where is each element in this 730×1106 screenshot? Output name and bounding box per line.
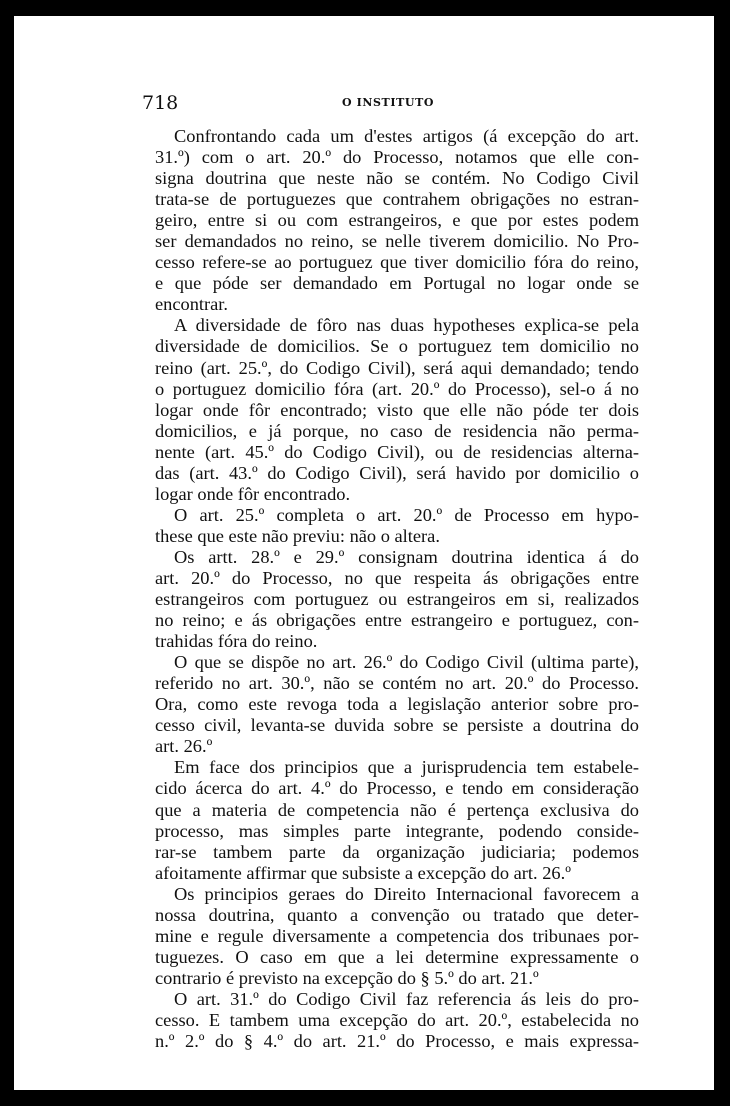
text-line: rar-se tambem parte da organização judiciaria; podemos: [155, 841, 639, 862]
text-line: signa doutrina que neste não se contém. No Codigo Civil: [155, 168, 639, 189]
text-line: cesso refere-se ao portuguez que tiver domicilio fóra do reino,: [155, 252, 639, 273]
text-line: cesso. E tambem uma excepção do art. 20.º, estabelecida no: [155, 1009, 639, 1030]
text-line: logar onde fôr encontrado; visto que elle não póde ter dois: [155, 399, 639, 420]
text-line: trahidas fóra do reino.: [155, 631, 318, 652]
text-line: encontrar.: [155, 294, 229, 315]
paragraph: [155, 884, 639, 989]
text-line: Os artt. 28.º e 29.º consignam doutrina identica á do: [174, 546, 639, 567]
paragraph: [155, 989, 639, 1052]
text-line: no reino; e ás obrigações entre estrangeiro e portuguez, con-: [155, 610, 639, 631]
text-line: processo, mas simples parte integrante, podendo conside-: [155, 820, 639, 841]
body-text: [155, 126, 639, 1052]
text-line: Ora, como este revoga toda a legislação anterior sobre pro-: [155, 694, 639, 715]
running-title: O INSTITUTO: [342, 96, 435, 109]
text-line: cido ácerca do art. 4.º do Processo, e tendo em consideração: [155, 778, 639, 799]
running-head: [142, 92, 640, 116]
paragraph: [155, 505, 639, 547]
text-line: geiro, entre si ou com estrangeiros, e que por estes podem: [155, 210, 639, 231]
text-line: nossa doutrina, quanto a convenção ou tratado que deter-: [155, 904, 639, 925]
text-line: reino (art. 25.º, do Codigo Civil), será aqui demandado; tendo: [155, 357, 639, 378]
text-line: ser demandados no reino, se nelle tiverem domicilio. No Pro-: [155, 231, 639, 252]
text-line: afoitamente affirmar que subsiste a excepção do art. 26.º: [155, 862, 571, 883]
text-line: O art. 25.º completa o art. 20.º de Processo em hypo-: [174, 504, 639, 525]
paragraph: [155, 652, 639, 757]
paragraph: [155, 315, 639, 504]
text-line: 31.º) com o art. 20.º do Processo, notamos que elle con-: [155, 147, 639, 168]
paragraph: [155, 757, 639, 883]
text-line: e que póde ser demandado em Portugal no logar onde se: [155, 273, 639, 294]
text-line: Os principios geraes do Direito Internacional favorecem a: [174, 883, 639, 904]
text-line: domicilios, e já porque, no caso de residencia não perma-: [155, 420, 639, 441]
text-line: Confrontando cada um d'estes artigos (á excepção do art.: [174, 126, 639, 146]
book-page: [14, 16, 714, 1090]
text-line: A diversidade de fôro nas duas hypotheses explica-se pela: [174, 315, 639, 336]
text-line: estrangeiros com portuguez ou estrangeiros em si, realizados: [155, 589, 639, 610]
text-line: Em face dos principios que a jurisprudencia tem estabele-: [174, 757, 639, 778]
text-line: O art. 31.º do Codigo Civil faz referencia ás leis do pro-: [174, 988, 639, 1009]
text-line: these que este não previu: não o altera.: [155, 525, 440, 546]
paragraph: [155, 547, 639, 652]
paragraph: [155, 126, 639, 315]
text-line: diversidade de domicilios. Se o portuguez tem domicilio no: [155, 336, 639, 357]
text-line: das (art. 43.º do Codigo Civil), será havido por domicilio o: [155, 462, 639, 483]
text-line: logar onde fôr encontrado.: [155, 483, 351, 504]
text-line: trata-se de portuguezes que contrahem obrigações no estran-: [155, 189, 639, 210]
text-line: nente (art. 45.º do Codigo Civil), ou de residencias alterna-: [155, 441, 639, 462]
text-line: art. 26.º: [155, 736, 213, 757]
text-line: tuguezes. O caso em que a lei determine expressamente o: [155, 946, 639, 967]
text-line: contrario é previsto na excepção do § 5.º do art. 21.º: [155, 967, 539, 988]
text-line: n.º 2.º do § 4.º do art. 21.º do Processo, e mais expressa-: [155, 1031, 639, 1052]
text-line: o portuguez domicilio fóra (art. 20.º do Processo), sel-o á no: [155, 378, 639, 399]
text-line: art. 20.º do Processo, no que respeita ás obrigações entre: [155, 567, 639, 588]
text-line: que a materia de competencia não é pertença exclusiva do: [155, 799, 639, 820]
text-line: O que se dispõe no art. 26.º do Codigo Civil (ultima parte),: [174, 652, 639, 673]
page-number: 718: [142, 92, 179, 114]
text-line: mine e regule diversamente a competencia dos tribunaes por-: [155, 925, 639, 946]
text-line: referido no art. 30.º, não se contém no art. 20.º do Processo.: [155, 673, 639, 694]
text-line: cesso civil, levanta-se duvida sobre se persiste a doutrina do: [155, 715, 639, 736]
